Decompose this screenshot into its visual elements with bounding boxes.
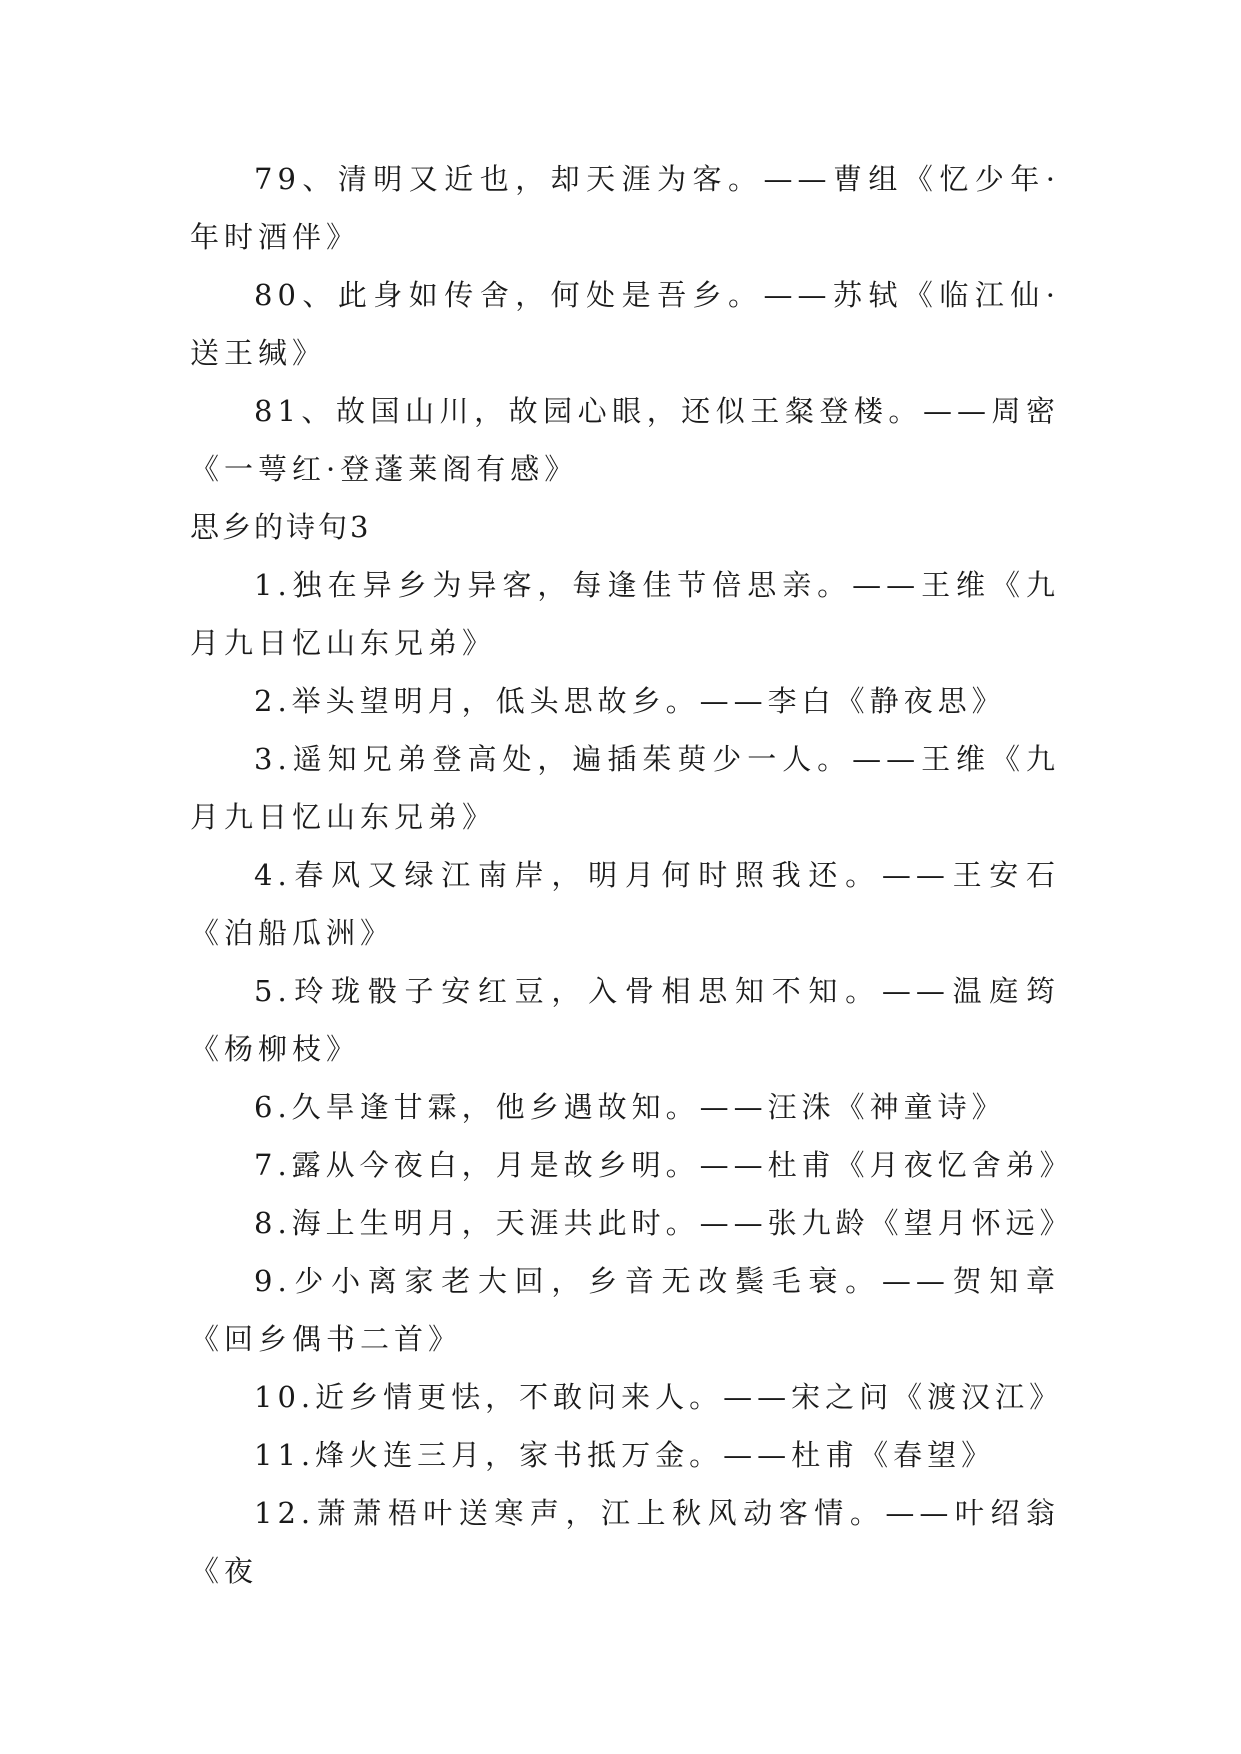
poem-line-9: 9.少小离家老大回，乡音无改鬓毛衰。——贺知章《回乡偶书二首》 xyxy=(190,1264,1060,1356)
poem-line-3: 3.遥知兄弟登高处，遍插茱萸少一人。——王维《九月九日忆山东兄弟》 xyxy=(190,742,1060,834)
poem-line-79: 79、清明又近也，却天涯为客。——曹组《忆少年·年时酒伴》 xyxy=(190,162,1060,254)
section-heading: 思乡的诗句3 xyxy=(190,510,372,544)
poem-line-7: 7.露从今夜白，月是故乡明。——杜甫《月夜忆舍弟》 xyxy=(254,1148,1074,1182)
poem-line-6: 6.久旱逢甘霖，他乡遇故知。——汪洙《神童诗》 xyxy=(254,1090,1006,1124)
poem-line-80: 80、此身如传舍，何处是吾乡。——苏轼《临江仙·送王缄》 xyxy=(190,278,1060,370)
poem-line-1: 1.独在异乡为异客，每逢佳节倍思亲。——王维《九月九日忆山东兄弟》 xyxy=(190,568,1060,660)
poem-line-10: 10.近乡情更怯，不敢问来人。——宋之问《渡汉江》 xyxy=(254,1380,1064,1414)
poem-line-12: 12.萧萧梧叶送寒声，江上秋风动客情。——叶绍翁《夜 xyxy=(190,1496,1060,1588)
poem-line-4: 4.春风又绿江南岸，明月何时照我还。——王安石《泊船瓜洲》 xyxy=(190,858,1060,950)
poem-line-8: 8.海上生明月，天涯共此时。——张九龄《望月怀远》 xyxy=(254,1206,1074,1240)
poem-line-81: 81、故国山川，故园心眼，还似王粲登楼。——周密《一萼红·登蓬莱阁有感》 xyxy=(190,394,1060,486)
poem-line-2: 2.举头望明月，低头思故乡。——李白《静夜思》 xyxy=(254,684,1006,718)
document-page xyxy=(190,150,1074,1600)
poem-line-5: 5.玲珑骰子安红豆，入骨相思知不知。——温庭筠《杨柳枝》 xyxy=(190,974,1060,1066)
poem-line-11: 11.烽火连三月，家书抵万金。——杜甫《春望》 xyxy=(254,1438,996,1472)
